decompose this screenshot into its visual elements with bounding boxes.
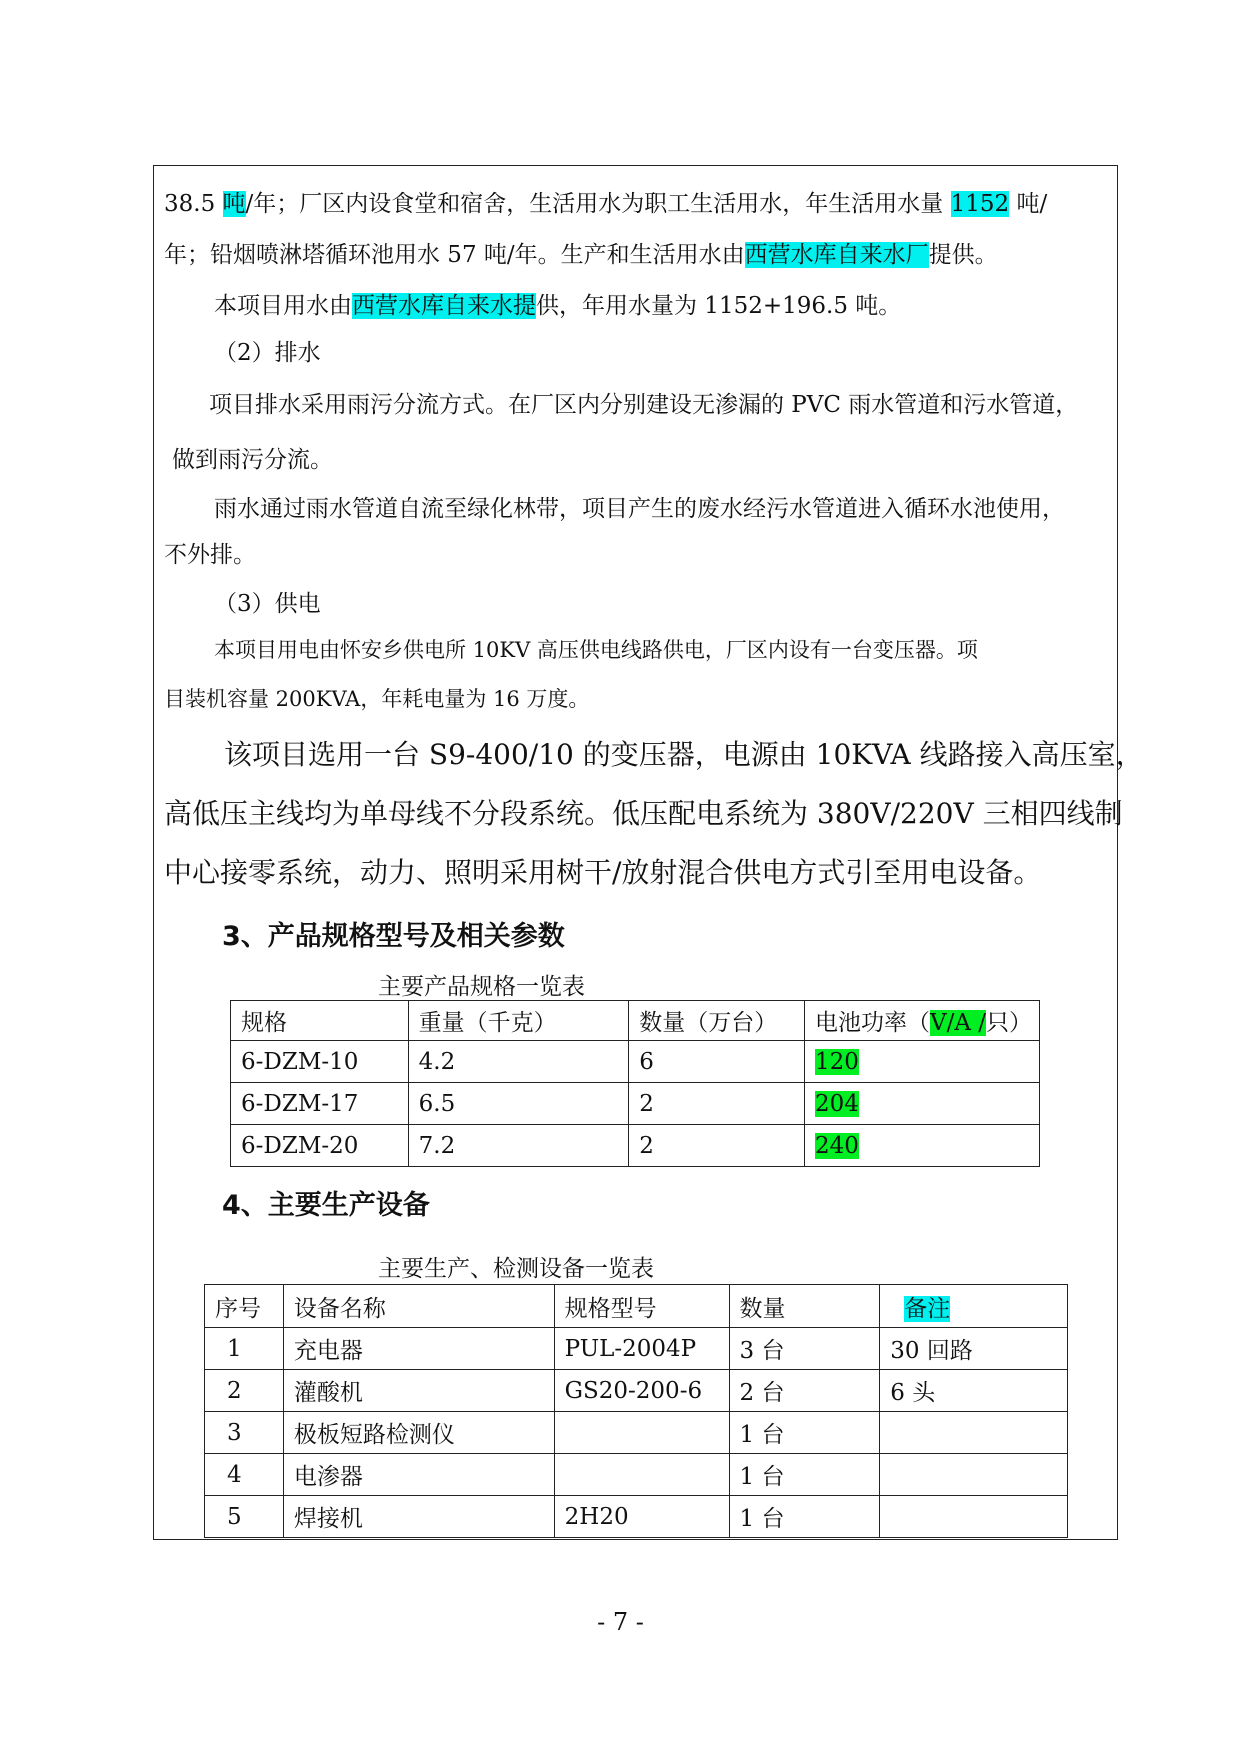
cell-equipment-name: 电渗器 — [283, 1454, 554, 1496]
cell-quantity: 2 — [629, 1083, 805, 1125]
transformer-line-1: 该项目选用一台 S9-400/10 的变压器，电源由 10KVA 线路接入高压室， — [224, 738, 1144, 771]
header-weight: 重量（千克） — [408, 1001, 629, 1041]
cell-quantity: 1 台 — [729, 1496, 880, 1538]
cell-spec: 6-DZM-10 — [231, 1041, 409, 1083]
transformer-line-2: 高低压主线均为单母线不分段系统。低压配电系统为 380V/220V 三相四线制 — [164, 797, 1123, 830]
cell-index: 3 — [205, 1412, 284, 1454]
cell-equipment-name: 充电器 — [283, 1328, 554, 1370]
product-table-caption: 主要产品规格一览表 — [378, 974, 585, 1000]
cell-remarks: 30 回路 — [880, 1328, 1068, 1370]
cell-remarks — [880, 1454, 1068, 1496]
cell-quantity: 3 台 — [729, 1328, 880, 1370]
power-line-1: 本项目用电由怀安乡供电所 10KV 高压供电线路供电，厂区内设有一台变压器。项 — [214, 638, 978, 662]
equipment-table-caption: 主要生产、检测设备一览表 — [378, 1256, 654, 1282]
cell-quantity: 1 台 — [729, 1412, 880, 1454]
header-equipment-name: 设备名称 — [283, 1285, 554, 1328]
cell-equipment-name: 焊接机 — [283, 1496, 554, 1538]
cell-model — [554, 1412, 729, 1454]
cell-quantity: 2 台 — [729, 1370, 880, 1412]
header-battery-power: 电池功率（V/A /只） — [805, 1001, 1040, 1041]
drainage-heading: （2）排水 — [214, 340, 321, 366]
power-heading: （3）供电 — [214, 591, 321, 617]
table-row — [231, 1041, 1040, 1083]
cell-weight: 7.2 — [408, 1125, 629, 1167]
transformer-line-3: 中心接零系统，动力、照明采用树干/放射混合供电方式引至用电设备。 — [164, 856, 1042, 889]
cell-index: 4 — [205, 1454, 284, 1496]
table-row — [205, 1328, 1068, 1370]
rainwater-line-2: 不外排。 — [164, 542, 256, 568]
table-row — [205, 1454, 1068, 1496]
cell-index: 5 — [205, 1496, 284, 1538]
cell-weight: 4.2 — [408, 1041, 629, 1083]
cell-model: 2H20 — [554, 1496, 729, 1538]
cell-spec: 6-DZM-20 — [231, 1125, 409, 1167]
cell-power: 120 — [805, 1041, 1040, 1083]
header-quantity: 数量（万台） — [629, 1001, 805, 1041]
equipment-table-header — [205, 1285, 1068, 1328]
power-line-2: 目装机容量 200KVA，年耗电量为 16 万度。 — [164, 687, 590, 711]
header-quantity: 数量 — [729, 1285, 880, 1328]
cell-spec: 6-DZM-17 — [231, 1083, 409, 1125]
drainage-line-2: 做到雨污分流。 — [172, 447, 333, 473]
cell-model: PUL-2004P — [554, 1328, 729, 1370]
cell-quantity: 2 — [629, 1125, 805, 1167]
cell-index: 2 — [205, 1370, 284, 1412]
cell-model — [554, 1454, 729, 1496]
product-table — [230, 1000, 1040, 1167]
header-spec: 规格 — [231, 1001, 409, 1041]
section-3-heading: 3、产品规格型号及相关参数 — [222, 921, 565, 952]
header-index: 序号 — [205, 1285, 284, 1328]
cell-remarks — [880, 1412, 1068, 1454]
water-supply-line-2: 年；铅烟喷淋塔循环池用水 57 吨/年。生产和生活用水由西营水库自来水厂提供。 — [164, 242, 998, 268]
product-table-header — [231, 1001, 1040, 1041]
cell-quantity: 1 台 — [729, 1454, 880, 1496]
header-remarks: 备注 — [880, 1285, 1068, 1328]
table-row — [205, 1370, 1068, 1412]
section-4-heading: 4、主要生产设备 — [222, 1190, 430, 1221]
water-usage-line: 本项目用水由西营水库自来水提供，年用水量为 1152+196.5 吨。 — [214, 293, 902, 319]
cell-equipment-name: 灌酸机 — [283, 1370, 554, 1412]
cell-remarks: 6 头 — [880, 1370, 1068, 1412]
header-model: 规格型号 — [554, 1285, 729, 1328]
table-row — [205, 1412, 1068, 1454]
rainwater-line-1: 雨水通过雨水管道自流至绿化林带，项目产生的废水经污水管道进入循环水池使用， — [214, 496, 1065, 522]
cell-remarks — [880, 1496, 1068, 1538]
cell-weight: 6.5 — [408, 1083, 629, 1125]
cell-equipment-name: 极板短路检测仪 — [283, 1412, 554, 1454]
cell-power: 240 — [805, 1125, 1040, 1167]
cell-model: GS20-200-6 — [554, 1370, 729, 1412]
cell-power: 204 — [805, 1083, 1040, 1125]
equipment-table — [204, 1284, 1068, 1538]
table-row — [231, 1125, 1040, 1167]
drainage-line-1: 项目排水采用雨污分流方式。在厂区内分别建设无渗漏的 PVC 雨水管道和污水管道， — [209, 392, 1079, 418]
table-row — [205, 1496, 1068, 1538]
table-row — [231, 1083, 1040, 1125]
page-number: - 7 - — [597, 1608, 644, 1636]
water-supply-line-1: 38.5 吨/年；厂区内设食堂和宿舍，生活用水为职工生活用水，年生活用水量 1152 吨/ — [164, 191, 1048, 217]
cell-quantity: 6 — [629, 1041, 805, 1083]
cell-index: 1 — [205, 1328, 284, 1370]
